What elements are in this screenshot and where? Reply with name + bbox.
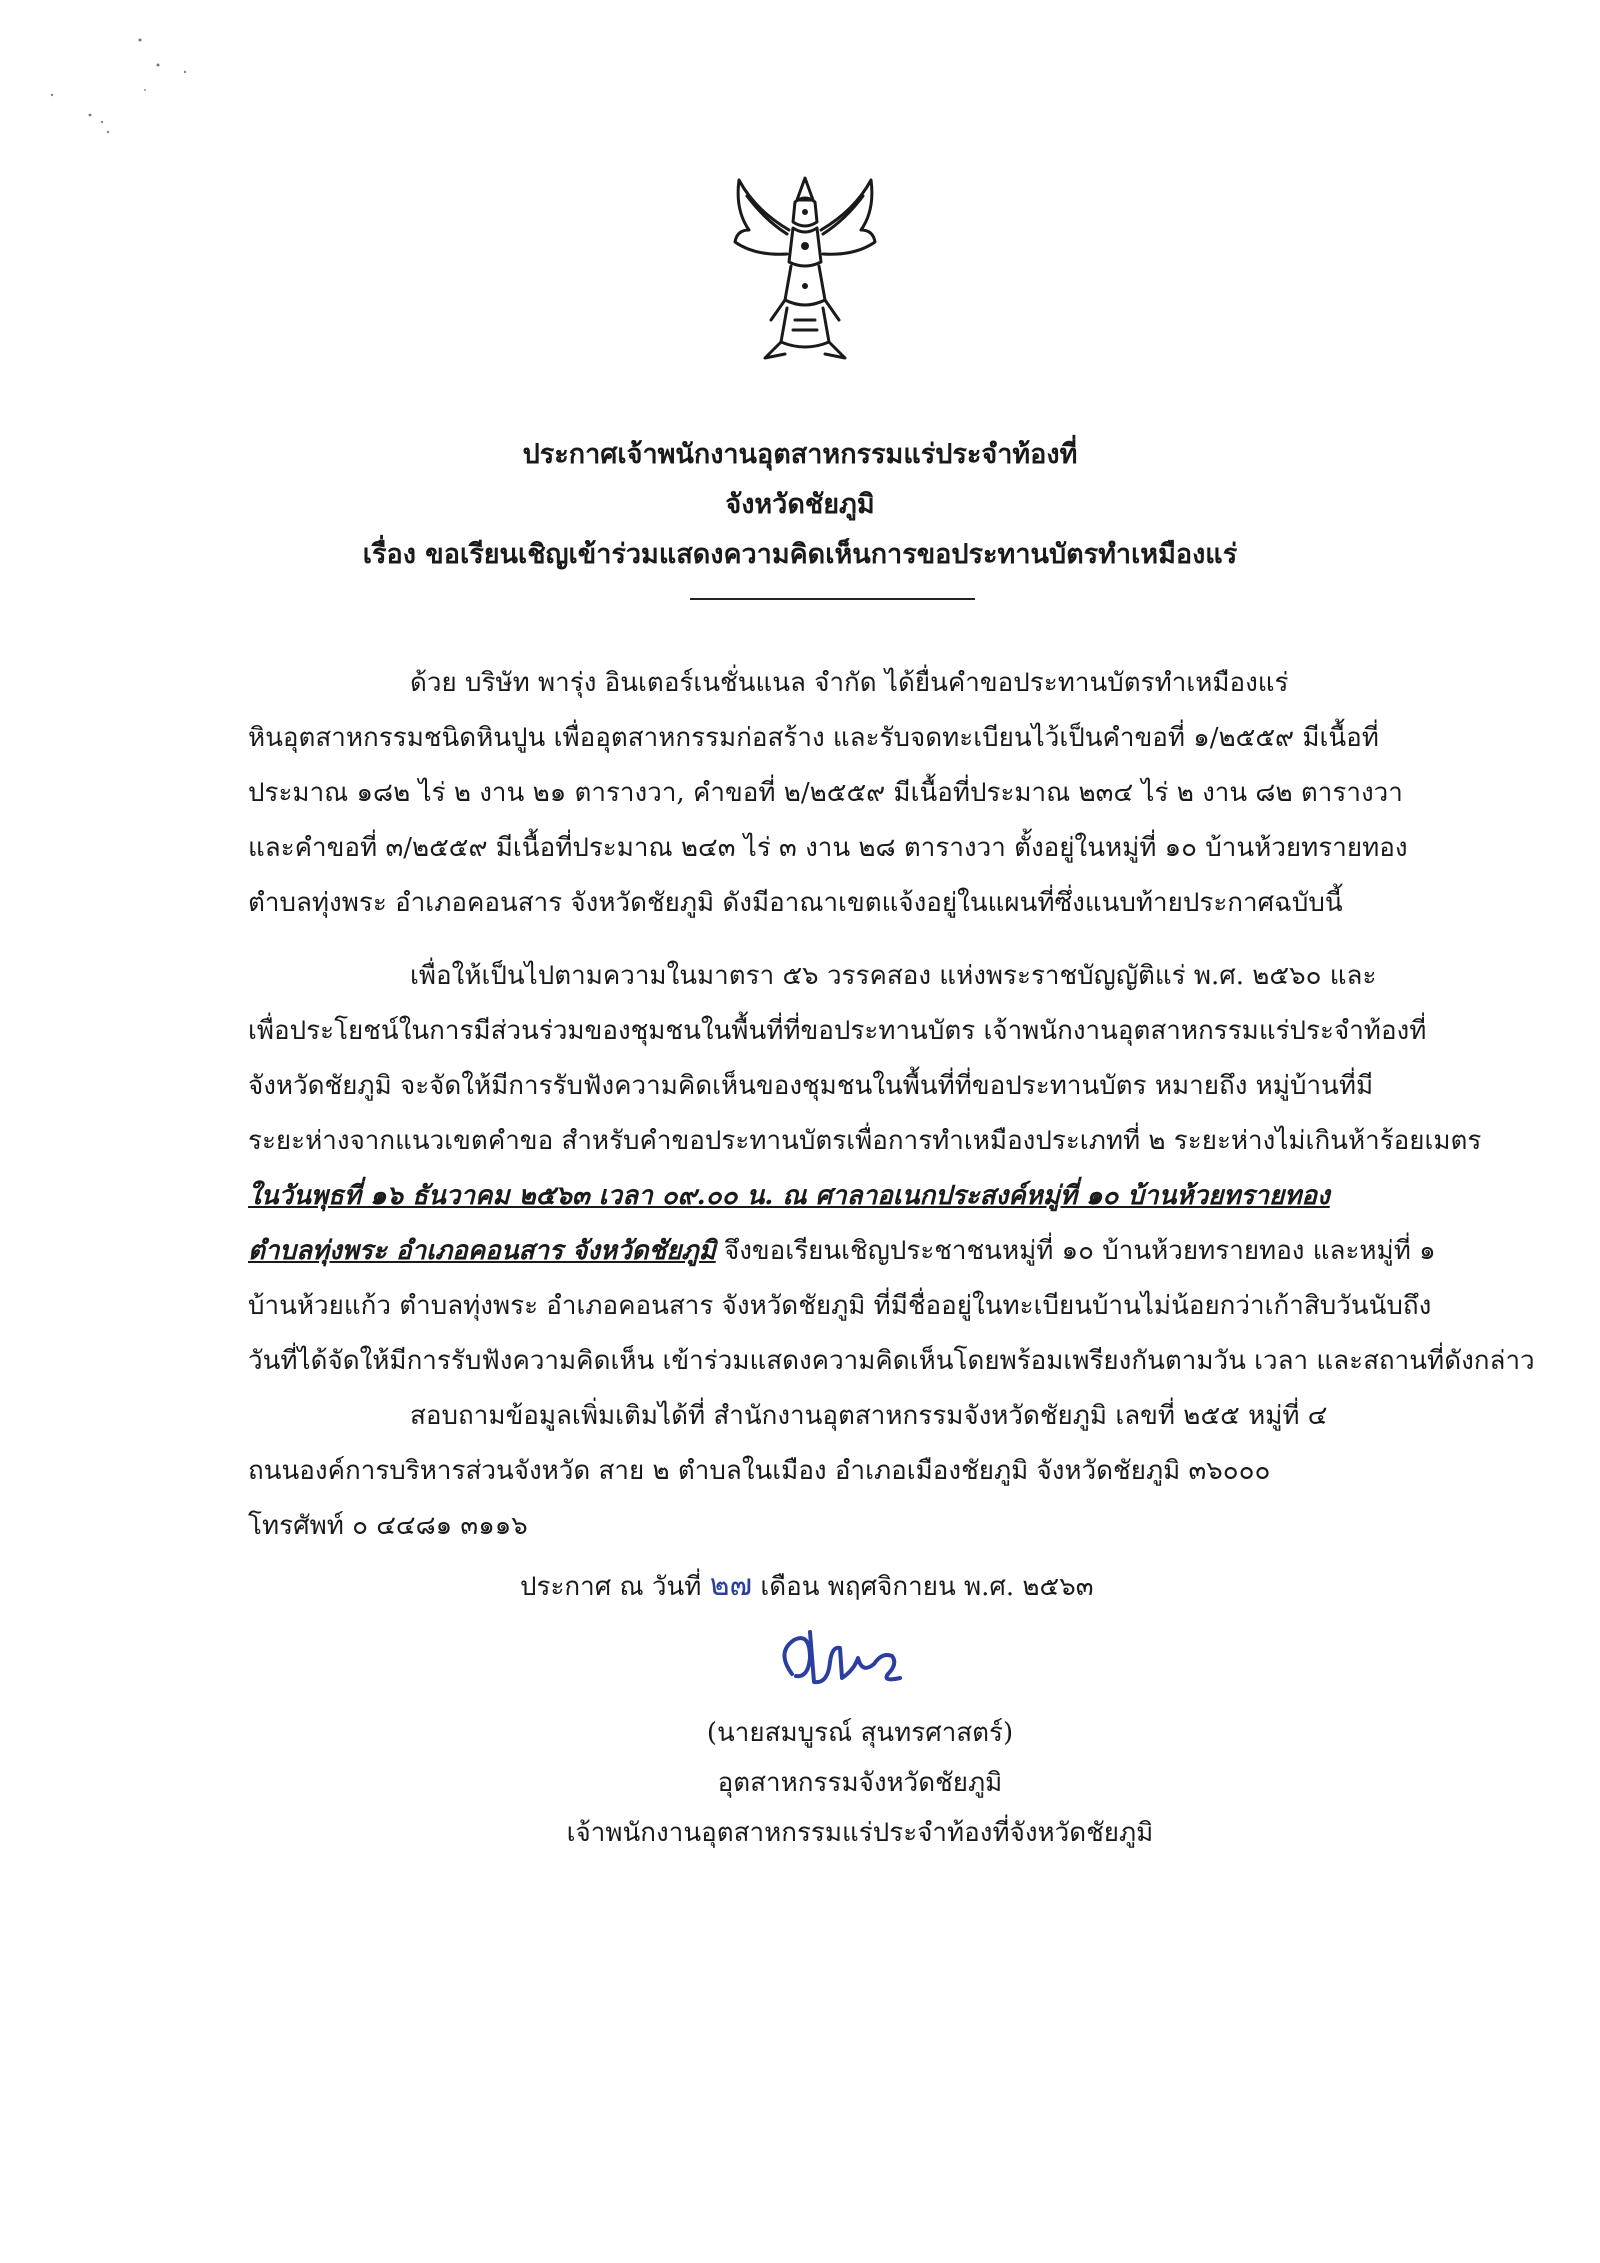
announcement-date (520, 1562, 1094, 1609)
para3-line2: ถนนองค์การบริหารส่วนจังหวัด สาย ๒ ตำบลในเมือง อำเภอเมืองชัยภูมิ จังหวัดชัยภูมิ ๓๖๐๐๐ (248, 1456, 1271, 1486)
title-divider (690, 598, 975, 600)
para2-line8: วันที่ได้จัดให้มีการรับฟังความคิดเห็น เข้าร่วมแสดงความคิดเห็นโดยพร้อมเพรียงกันตามวัน เวลา และสถานที่ดังกล่าว (248, 1346, 1535, 1376)
para1-line4: และคำขอที่ ๓/๒๕๕๙ มีเนื้อที่ประมาณ ๒๔๓ ไร่ ๓ งาน ๒๘ ตารางวา ตั้งอยู่ในหมู่ที่ ๑๐ บ้านห้วยทรายทอง (248, 833, 1408, 863)
para1-line1: ด้วย บริษัท พารุ่ง อินเตอร์เนชั่นแนล จำกัด ได้ยื่นคำขอประทานบัตรทำเหมืองแร่ (410, 668, 1289, 698)
date-day-handwritten: ๒๗ (709, 1568, 753, 1603)
para3-line3: โทรศัพท์ ๐ ๔๔๘๑ ๓๑๑๖ (248, 1511, 528, 1541)
garuda-emblem-icon (725, 170, 885, 370)
signer-title-2: เจ้าพนักงานอุตสาหกรรมแร่ประจำท้องที่จังหวัดชัยภูมิ (566, 1818, 1154, 1848)
para1-line3: ประมาณ ๑๘๒ ไร่ ๒ งาน ๒๑ ตารางวา, คำขอที่ ๒/๒๕๕๙ มีเนื้อที่ประมาณ ๒๓๔ ไร่ ๒ งาน ๘๒ ตารางวา (248, 778, 1403, 808)
signer-name: (นายสมบูรณ์ สุนทรศาสตร์) (706, 1718, 1014, 1748)
signer-title-1: อุตสาหกรรมจังหวัดชัยภูมิ (717, 1768, 1003, 1798)
scan-specks (30, 20, 190, 150)
date-suffix: เดือน พฤศจิกายน พ.ศ. ๒๕๖๓ (752, 1572, 1094, 1602)
para2-line4: ระยะห่างจากแนวเขตคำขอ สำหรับคำขอประทานบัตรเพื่อการทำเหมืองประเภทที่ ๒ ระยะห่างไม่เกินห้าร้อยเมตร (248, 1126, 1482, 1156)
para2-line2: เพื่อประโยชน์ในการมีส่วนร่วมของชุมชนในพื้นที่ที่ขอประทานบัตร เจ้าพนักงานอุตสาหกรรมแร่ประจำท้องที่ (248, 1016, 1427, 1046)
para2-line3: จังหวัดชัยภูมิ จะจัดให้มีการรับฟังความคิดเห็นของชุมชนในพื้นที่ที่ขอประทานบัตร หมายถึง หมู่บ้านที่มี (248, 1071, 1374, 1101)
para2-line7: บ้านห้วยแก้ว ตำบลทุ่งพระ อำเภอคอนสาร จังหวัดชัยภูมิ ที่มีชื่ออยู่ในทะเบียนบ้านไม่น้อยกว่าเก้าสิบวันนับถึง (248, 1291, 1432, 1321)
announcement-title: ประกาศเจ้าพนักงานอุตสาหกรรมแร่ประจำท้องที่ (522, 439, 1078, 470)
para2-line6 (248, 1230, 1436, 1271)
invitation-text: จึงขอเรียนเชิญประชาชนหมู่ที่ ๑๐ บ้านห้วยทรายทอง และหมู่ที่ ๑ (715, 1236, 1436, 1266)
subject-title: เรื่อง ขอเรียนเชิญเข้าร่วมแสดงความคิดเห็นการขอประทานบัตรทำเหมืองแร่ (362, 539, 1238, 570)
handwritten-signature-icon (770, 1612, 920, 1702)
meeting-datetime-place: ในวันพุธที่ ๑๖ ธันวาคม ๒๕๖๓ เวลา ๐๙.๐๐ น. ณ ศาลาอเนกประสงค์หมู่ที่ ๑๐ บ้านห้วยทรายทอง (248, 1181, 1330, 1211)
para2-line1: เพื่อให้เป็นไปตามความในมาตรา ๕๖ วรรคสอง แห่งพระราชบัญญัติแร่ พ.ศ. ๒๕๖๐ และ (410, 961, 1377, 991)
date-prefix: ประกาศ ณ วันที่ (520, 1572, 710, 1602)
meeting-location: ตำบลทุ่งพระ อำเภอคอนสาร จังหวัดชัยภูมิ (248, 1236, 716, 1266)
para1-line5: ตำบลทุ่งพระ อำเภอคอนสาร จังหวัดชัยภูมิ ดังมีอาณาเขตแจ้งอยู่ในแผนที่ซึ่งแนบท้ายประกาศฉบับนี้ (248, 888, 1343, 918)
province-title: จังหวัดชัยภูมิ (725, 489, 875, 520)
para3-line1: สอบถามข้อมูลเพิ่มเติมได้ที่ สำนักงานอุตสาหกรรมจังหวัดชัยภูมิ เลขที่ ๒๕๕ หมู่ที่ ๔ (410, 1401, 1328, 1431)
para1-line2: หินอุตสาหกรรมชนิดหินปูน เพื่ออุตสาหกรรมก่อสร้าง และรับจดทะเบียนไว้เป็นคำขอที่ ๑/๒๕๕๙ มีเนื้อที่ (248, 723, 1379, 753)
